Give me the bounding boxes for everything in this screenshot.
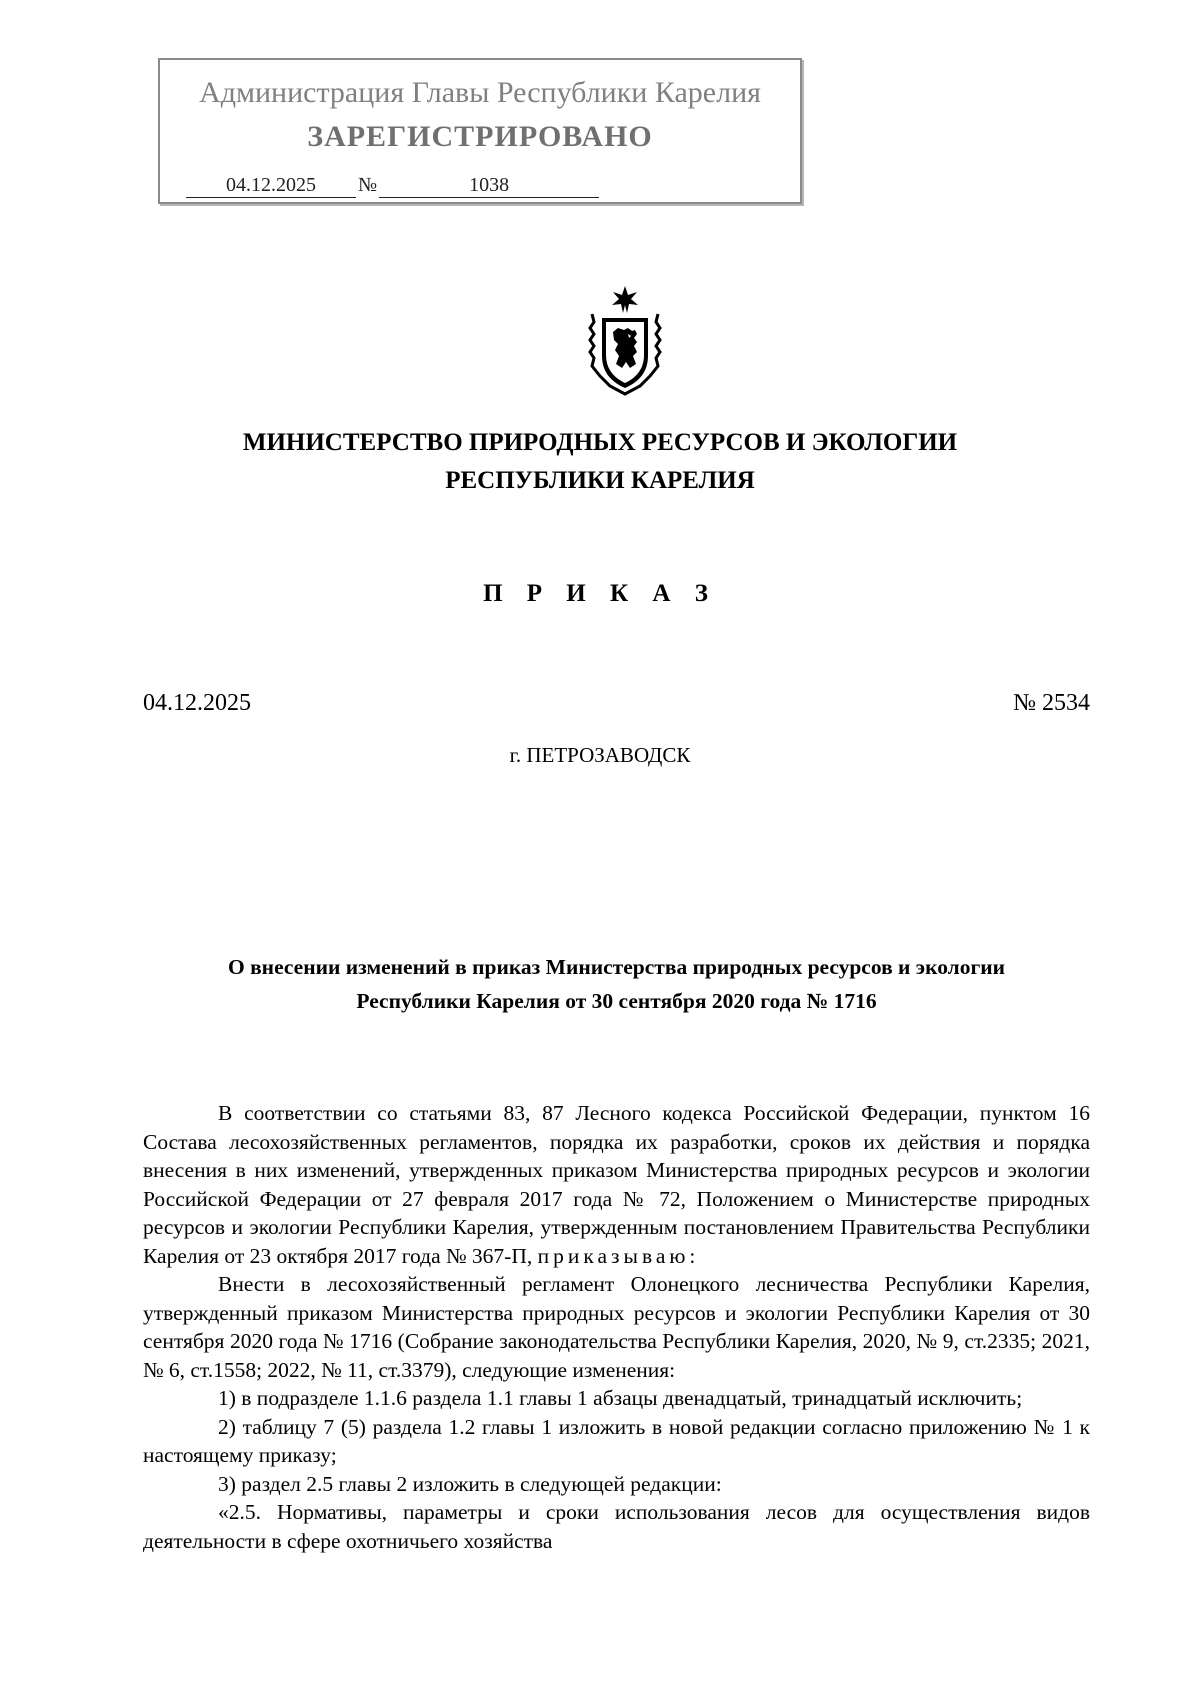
order-city: г. ПЕТРОЗАВОДСК <box>509 743 691 767</box>
preamble-text: В соответствии со статьями 83, 87 Лесного кодекса Российской Федерации, пунктом 16 Состава лесохозяйственных регламентов, порядка их разработки, сроков их действия и порядка внесения в них изменений, утвержденных приказом Министерства природных ресурсов и экологии Российской Федерации от 27 февраля 2017 года № 72, Положением о Министерстве природных ресурсов и экологии Республики Карелия, утвержденным постановлением Правительства Республики Карелия от 23 октября 2017 года № 367-П, <box>143 1101 1090 1268</box>
stamp-registration-row <box>186 174 599 198</box>
stamp-number: 1038 <box>379 174 599 198</box>
karelia-coat-of-arms-icon <box>580 284 670 400</box>
body-paragraph-item3: 3) раздел 2.5 главы 2 изложить в следующей редакции: <box>218 1471 722 1496</box>
ministry-line1: МИНИСТЕРСТВО ПРИРОДНЫХ РЕСУРСОВ И ЭКОЛОГИИ <box>242 429 958 456</box>
star-icon <box>612 286 638 313</box>
order-number: № 2534 <box>1013 690 1090 716</box>
body-paragraph-item2: 2) таблицу 7 (5) раздела 1.2 главы 1 изложить в новой редакции согласно приложению № 1 к настоящему приказу; <box>143 1414 1090 1467</box>
order-subject <box>143 950 1090 1018</box>
subject-line1: О внесении изменений в приказ Министерства природных ресурсов и экологии <box>227 955 1006 979</box>
ministry-title <box>0 424 1200 500</box>
body-paragraph-item1: 1) в подразделе 1.1.6 раздела 1.1 главы 1 абзацы двенадцатый, тринадцатый исключить; <box>218 1386 1023 1410</box>
order-verb: приказываю: <box>537 1243 700 1268</box>
body-paragraph-main: Внести в лесохозяйственный регламент Олонецкого лесничества Республики Карелия, утвержденный приказом Министерства природных ресурсов и экологии Республики Карелия от 30 сентября 2020 года № 1716 (Собрание законодательства Республики Карелия, 2020, № 9, ст.2335; 2021, № 6, ст.1558; 2022, № 11, ст.3379), следующие изменения: <box>143 1272 1090 1382</box>
stamp-administration-name: Администрация Главы Республики Карелия <box>199 76 761 109</box>
stamp-registered-label: ЗАРЕГИСТРИРОВАНО <box>307 120 653 153</box>
ministry-line2: РЕСПУБЛИКИ КАРЕЛИЯ <box>445 467 755 494</box>
stamp-number-sign: № <box>358 174 378 196</box>
registration-stamp <box>158 58 802 204</box>
order-date: 04.12.2025 <box>143 690 251 716</box>
subject-line2: Республики Карелия от 30 сентября 2020 года № 1716 <box>356 989 877 1013</box>
body-paragraph-preamble <box>143 1099 1090 1270</box>
body-paragraph-section-2-5: «2.5. Нормативы, параметры и сроки использования лесов для осуществления видов деятельности в сфере охотничьего хозяйства <box>143 1500 1090 1553</box>
document-type: П Р И К А З <box>483 580 717 607</box>
order-body <box>143 1099 1090 1555</box>
stamp-date: 04.12.2025 <box>186 174 356 198</box>
